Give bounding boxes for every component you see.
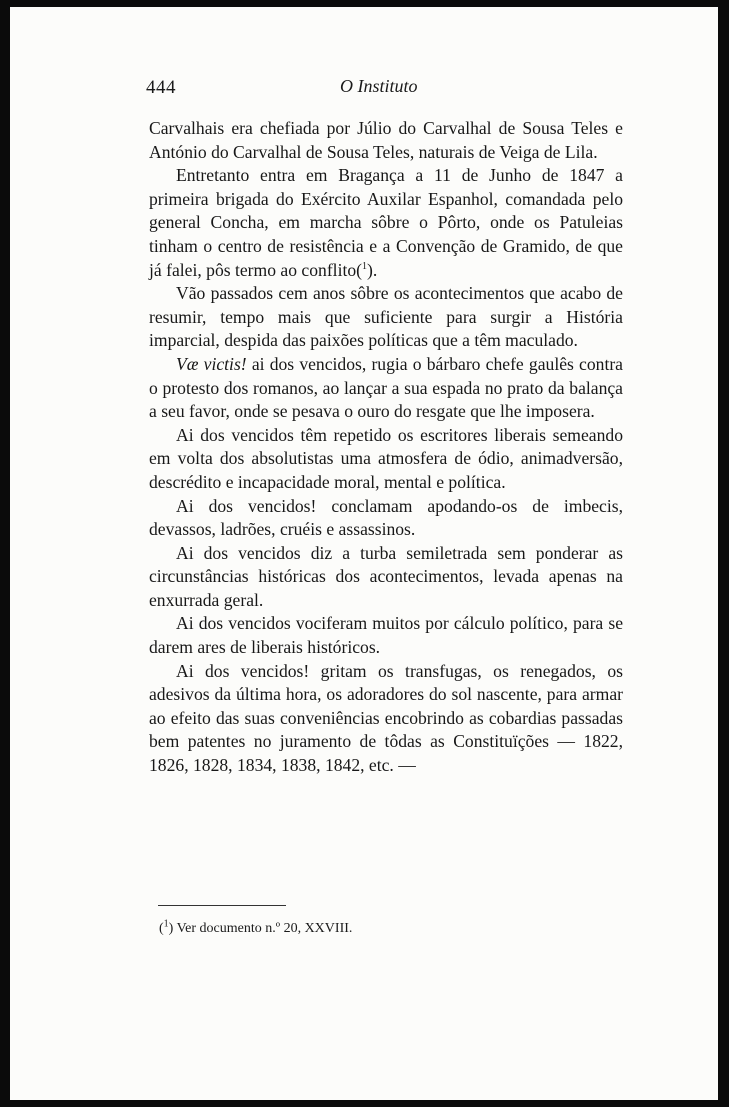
- paragraph-text: Vão passados cem anos sôbre os acontecimentos que acabo de resumir, tempo mais que suficiente para surgir a História imparcial, despida das paixões políticas que a têm maculado.: [149, 283, 623, 351]
- footnote-text: Ver documento n.º 20, XXVIII.: [176, 921, 353, 936]
- body-text: [149, 117, 623, 778]
- paragraph: [149, 282, 623, 353]
- paragraph-text: Ai dos vencidos diz a turba semiletrada sem ponderar as circunstâncias históricas dos acontecimentos, levada apenas na enxurrada geral.: [149, 542, 623, 610]
- paragraph: [149, 495, 623, 542]
- paragraph-text: Ai dos vencidos têm repetido os escritores liberais semeando em volta dos absolutistas uma atmosfera de ódio, animadversão, descrédito e incapacidade moral, mental e política.: [149, 424, 623, 492]
- paragraph: [149, 542, 623, 613]
- paragraph-text: ai dos vencidos, rugia o bárbaro chefe gaulês contra o protesto dos romanos, ao lançar a sua espada no prato da balança a seu favor, onde se pesava o ouro do resgate que lhe imposera.: [149, 353, 623, 422]
- footnote-marker: 1: [163, 918, 169, 930]
- latin-phrase: Væ victis!: [176, 353, 247, 374]
- footnote: ($^1$) Ver documento n.º 20, XXVIII.: [159, 918, 353, 936]
- page-number: 444: [146, 77, 176, 98]
- footnote-divider: [158, 905, 286, 906]
- paragraph: [149, 660, 623, 778]
- paragraph-text: Entretanto entra em Bragança a 11 de Junho de 1847 a primeira brigada do Exército Auxilar Espanhol, comandada pelo general Concha, em marcha sôbre o Pôrto, onde os Patuleias tinham o centro de resistência e a Convenção de Gramido, de que já falei, pôs termo ao conflito: [149, 165, 623, 280]
- paragraph-text-tail: .: [372, 259, 378, 280]
- page-header: [10, 73, 718, 103]
- paragraph: Entretanto entra em Bragança a 11 de Junho de 1847 a primeira brigada do Exército Auxilar Espanhol, comandada pelo general Concha, em marcha sôbre o Pôrto, onde os Patuleias tinham o centro de resistência e a Convenção de Gramido, de que já falei, pôs termo ao conflito($^1$).: [149, 165, 623, 280]
- running-title: O Instituto: [340, 76, 418, 96]
- paragraph: [149, 353, 623, 424]
- paragraph: [149, 424, 623, 495]
- paragraph: [149, 117, 623, 164]
- book-page: [10, 7, 718, 1100]
- paragraph-text: Ai dos vencidos! conclamam apodando-os de imbecis, devassos, ladrões, cruéis e assassinos.: [149, 495, 623, 540]
- footnote-ref[interactable]: 1: [362, 260, 368, 272]
- paragraph-text: Ai dos vencidos vociferam muitos por cálculo político, para se darem ares de liberais históricos.: [149, 613, 623, 658]
- paragraph: [149, 612, 623, 659]
- paragraph-text: Carvalhais era chefiada por Júlio do Carvalhal de Sousa Teles e António do Carvalhal de Sousa Teles, naturais de Veiga de Lila.: [149, 118, 623, 162]
- paragraph-text: Ai dos vencidos! gritam os transfugas, os renegados, os adesivos da última hora, os adoradores do sol nascente, para armar ao efeito das suas conveniências encobrindo as cobardias passadas bem patentes no juramento de tôdas as Constituïções — 1822, 1826, 1828, 1834, 1838, 1842, etc. —: [149, 660, 623, 776]
